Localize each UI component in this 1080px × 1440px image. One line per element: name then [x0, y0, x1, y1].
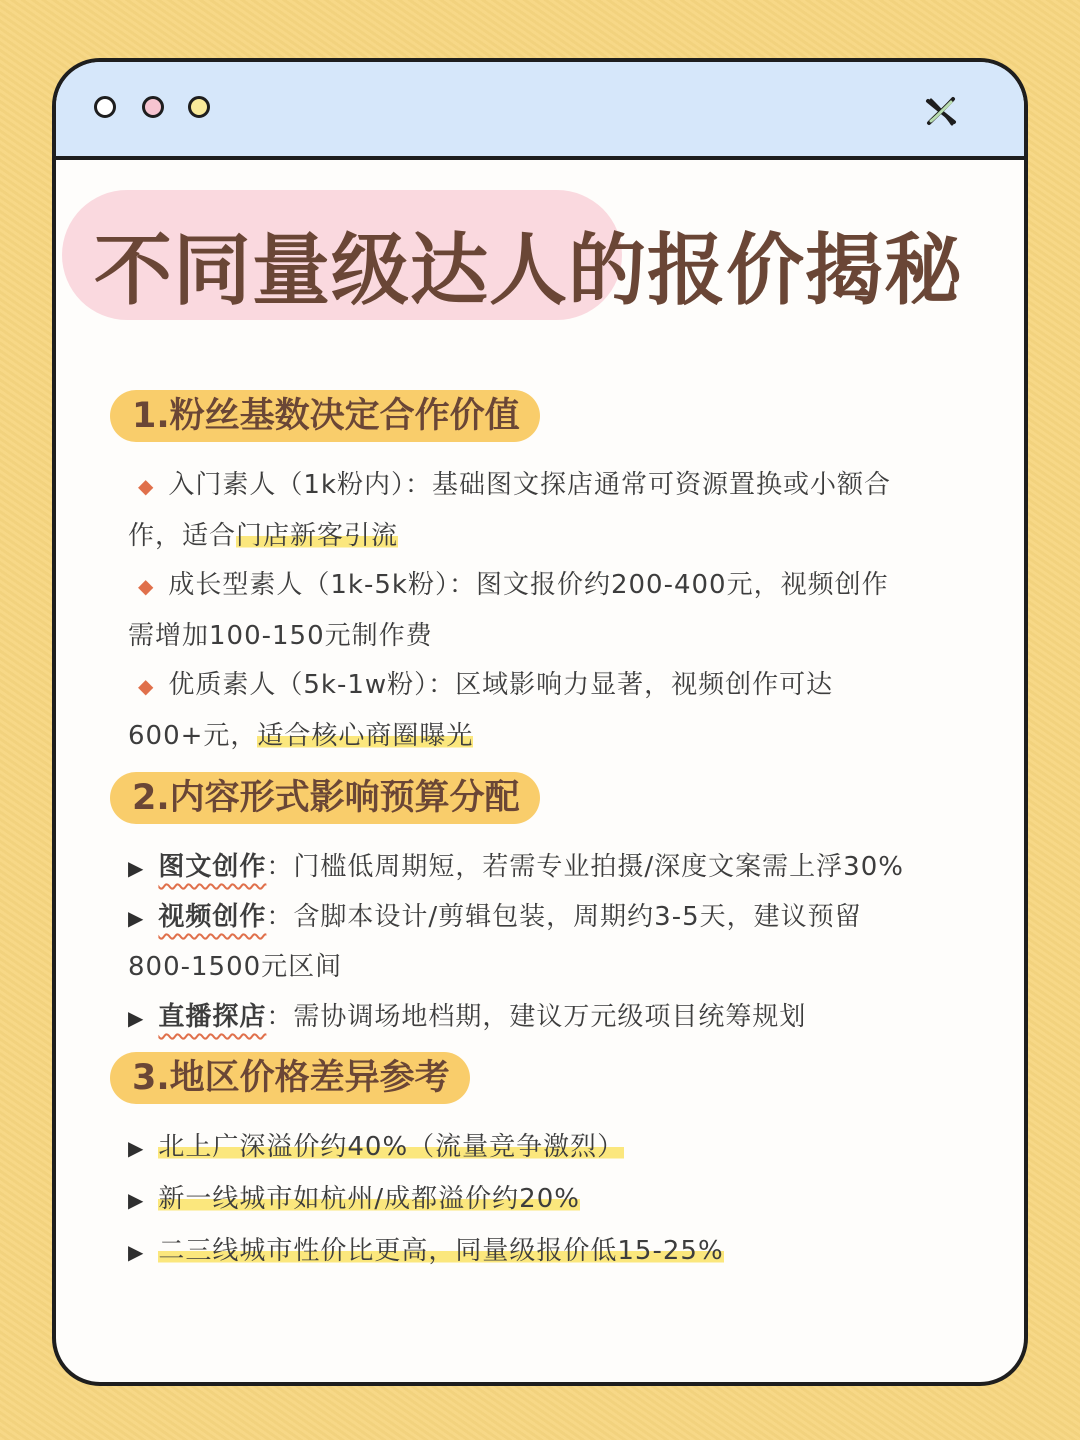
diamond-bullet-icon: ◆: [138, 474, 155, 498]
page-title: 不同量级达人的报价揭秘: [94, 226, 964, 316]
list-item: ◆ 入门素人（1k粉内）：基础图文探店通常可资源置换或小额合 作，适合门店新客引流: [128, 470, 891, 551]
arrow-bullet-icon: ▶: [128, 1136, 145, 1160]
browser-window: [52, 58, 1028, 1386]
window-titlebar: [56, 62, 1024, 160]
section-heading-3: 3.地区价格差异参考: [110, 1052, 470, 1104]
list-item: ◆ 成长型素人（1k-5k粉）：图文报价约200-400元，视频创作 需增加100-150元制作费: [128, 570, 889, 651]
list-item: ▶ 新一线城市如杭州/成都溢价约20%: [128, 1184, 580, 1214]
list-item: ▶ 二三线城市性价比更高，同量级报价低15-25%: [128, 1236, 724, 1266]
window-dot-white: [94, 96, 116, 118]
list-item: ◆ 优质素人（5k-1w粉）：区域影响力显著，视频创作可达 600+元，适合核心商圈曝光: [128, 670, 834, 751]
diamond-bullet-icon: ◆: [138, 574, 155, 598]
arrow-bullet-icon: ▶: [128, 906, 145, 930]
section-heading-1: 1.粉丝基数决定合作价值: [110, 390, 540, 442]
arrow-bullet-icon: ▶: [128, 1188, 145, 1212]
list-item-continuation: 800-1500元区间: [128, 952, 343, 982]
window-dot-pink: [142, 96, 164, 118]
list-item: ▶ 视频创作：含脚本设计/剪辑包装，周期约3-5天，建议预留: [128, 902, 862, 932]
list-item: ▶ 直播探店：需协调场地档期，建议万元级项目统筹规划: [128, 1002, 807, 1032]
close-icon[interactable]: [922, 92, 960, 130]
arrow-bullet-icon: ▶: [128, 1006, 145, 1030]
headline-area: [56, 186, 1024, 326]
arrow-bullet-icon: ▶: [128, 856, 145, 880]
list-item: ▶ 图文创作：门槛低周期短，若需专业拍摄/深度文案需上浮30%: [128, 852, 904, 882]
window-dot-yellow: [188, 96, 210, 118]
section-heading-2: 2.内容形式影响预算分配: [110, 772, 540, 824]
diamond-bullet-icon: ◆: [138, 674, 155, 698]
arrow-bullet-icon: ▶: [128, 1240, 145, 1264]
list-item: ▶ 北上广深溢价约40%（流量竞争激烈）: [128, 1132, 625, 1162]
